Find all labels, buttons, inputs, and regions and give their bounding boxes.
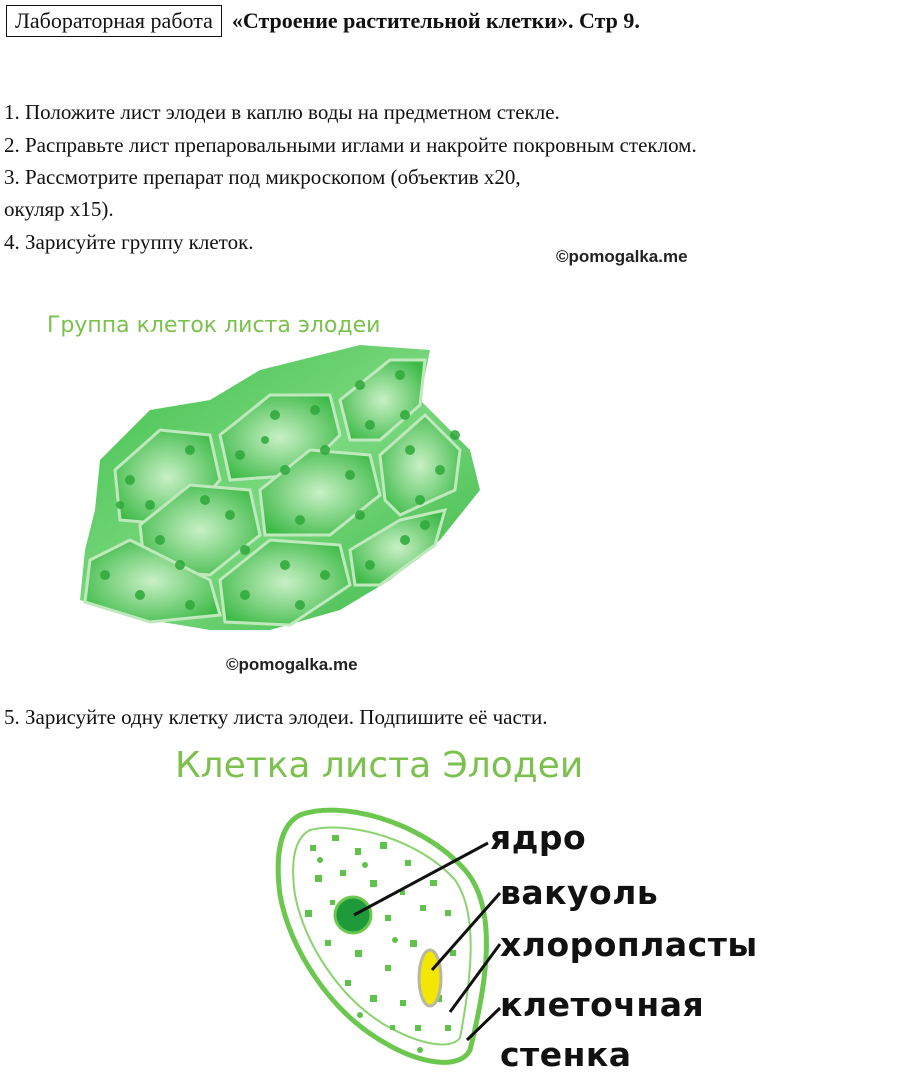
page-title: «Строение растительной клетки». Стр 9. — [231, 8, 640, 33]
cell-figure-title: Клетка листа Элодеи — [175, 745, 584, 786]
step-2: 2. Расправьте лист препаровальными иглами и накройте покровным стеклом. — [4, 133, 697, 157]
watermark: ©pomogalka.me — [226, 655, 358, 674]
label-cell-wall-line1: клеточная — [500, 985, 705, 1024]
label-cell-wall-line2: стенка — [500, 1035, 632, 1074]
label-nucleus: ядро — [490, 818, 587, 857]
watermark: ©pomogalka.me — [556, 247, 688, 266]
step-3: 3. Рассмотрите препарат под микроскопом (объектив х20, — [4, 165, 521, 189]
work-type-label: Лабораторная работа — [6, 5, 222, 37]
step-3-continued: окуляр х15). — [4, 197, 114, 221]
label-vacuole: вакуоль — [500, 873, 659, 912]
step-1: 1. Положите лист элодеи в каплю воды на предметном стекле. — [4, 100, 560, 124]
group-figure-title: Группа клеток листа элодеи — [47, 313, 381, 338]
label-chloroplasts: хлоропласты — [500, 925, 758, 964]
step-5: 5. Зарисуйте одну клетку листа элодеи. Подпишите её части. — [4, 705, 548, 729]
step-4: 4. Зарисуйте группу клеток. — [4, 230, 254, 254]
